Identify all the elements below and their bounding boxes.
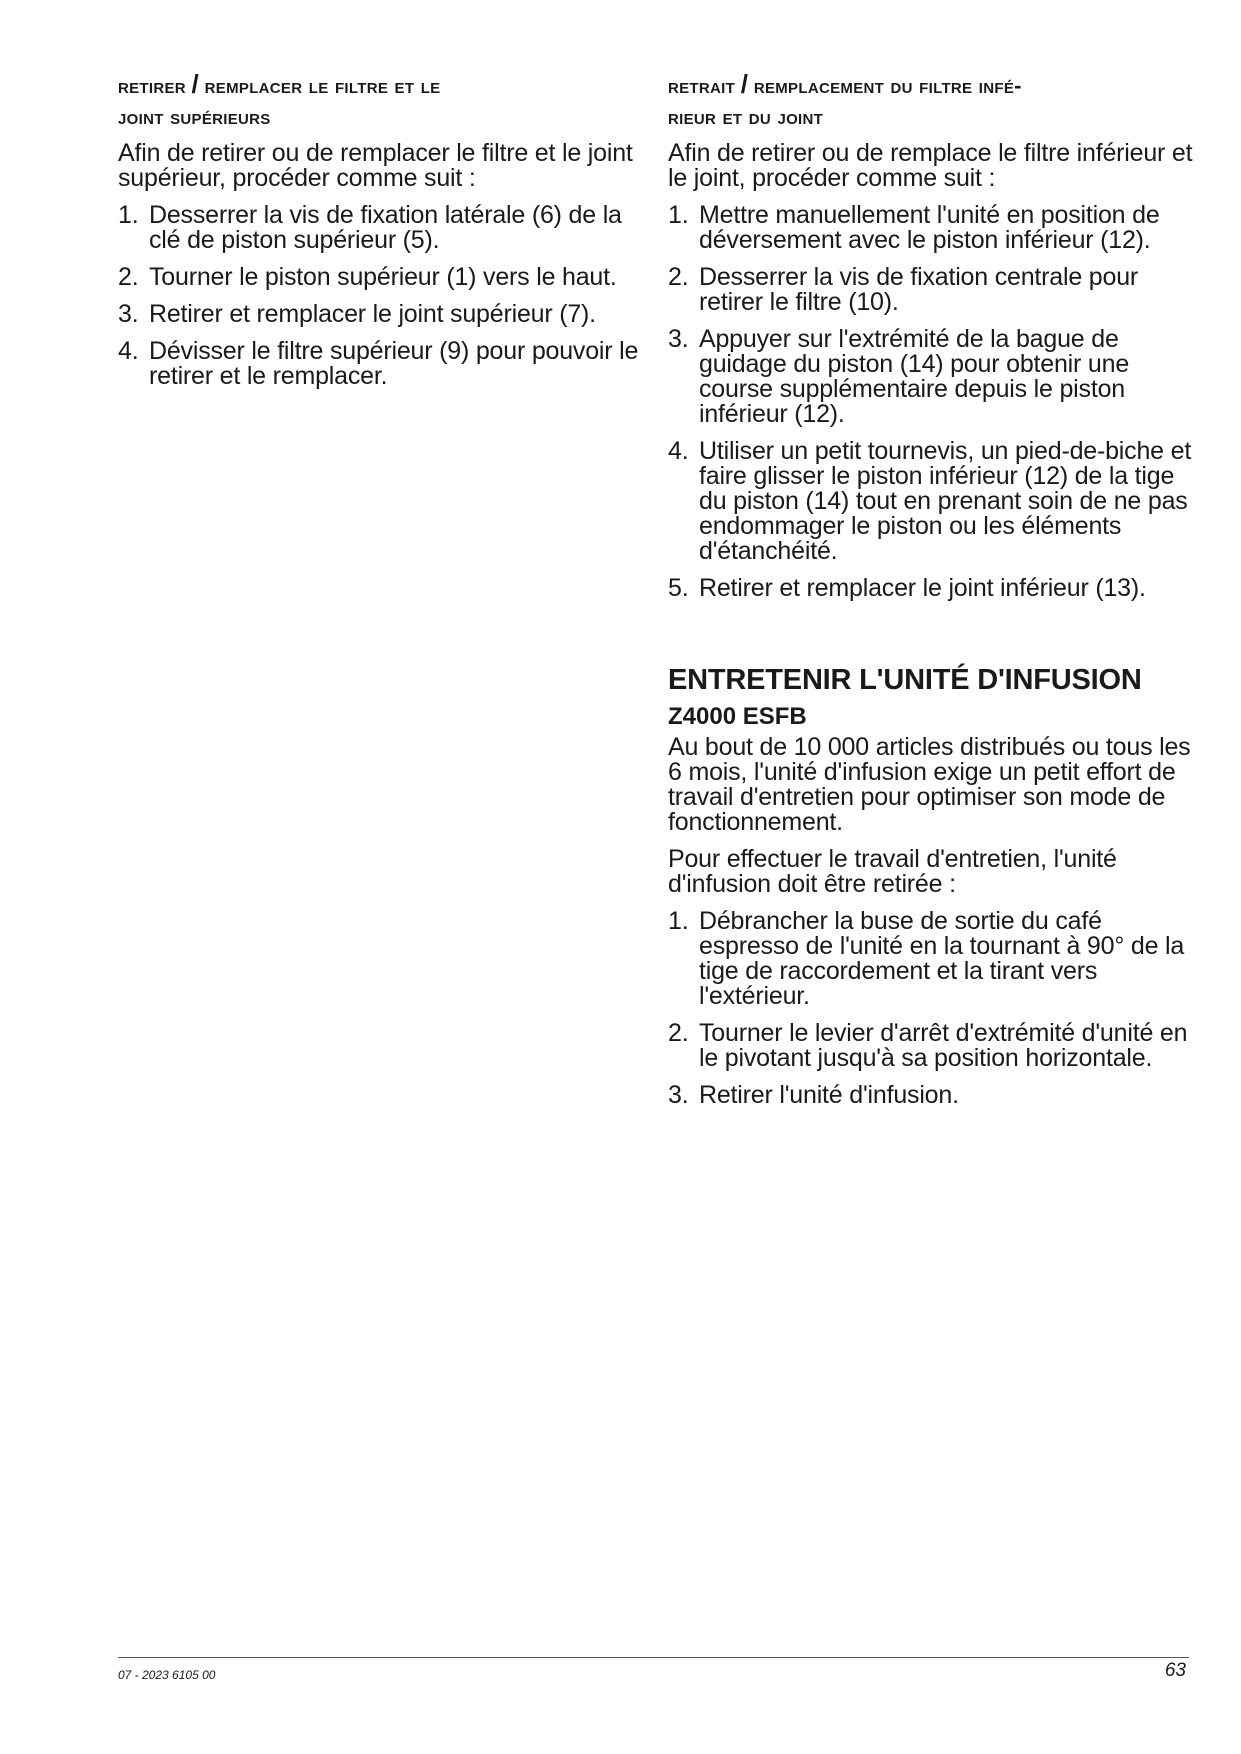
model-title: Z4000 ESFB: [668, 703, 807, 730]
right-intro: Afin de retirer ou de remplace le filtre inférieur et le joint, procéder comme suit :: [668, 139, 1193, 192]
step-text: Retirer et remplacer le joint inférieur (13).: [699, 574, 1146, 602]
left-heading-rest: remplacer le filtre et le: [204, 73, 441, 98]
list-item: [118, 339, 648, 389]
page-number: 63: [1164, 1660, 1186, 1681]
list-item: [668, 1021, 1198, 1071]
step-text: Dévisser le filtre supérieur (9) pour pouvoir le retirer et le remplacer.: [149, 337, 639, 390]
list-item: [668, 327, 1198, 427]
step-text: Utiliser un petit tournevis, un pied-de-biche et faire glisser le piston inférieur (12) de la tige du piston (14) tout en prenant soin de ne pas endommager le piston ou les éléments d'étanchéité.: [699, 437, 1192, 565]
footer-divider: [118, 1657, 1189, 1658]
list-item: [668, 203, 1198, 253]
step-number: 4.: [668, 437, 689, 465]
maintenance-paragraph: Au bout de 10 000 articles distribués ou tous les 6 mois, l'unité d'infusion exige un petit effort de travail d'entretien pour optimiser son mode de fonctionnement.: [668, 733, 1191, 836]
left-heading-word: retirer: [118, 73, 186, 98]
step-number: 2.: [118, 263, 139, 291]
removal-intro: Pour effectuer le travail d'entretien, l'unité d'infusion doit être retirée :: [668, 845, 1117, 898]
step-text: Desserrer la vis de fixation latérale (6) de la clé de piston supérieur (5).: [149, 201, 622, 254]
removal-steps-list: [668, 909, 1198, 1108]
right-heading-line2: rieur et du joint: [668, 104, 824, 129]
step-number: 1.: [668, 201, 689, 229]
step-number: 2.: [668, 1019, 689, 1047]
right-steps-list: [668, 203, 1198, 601]
left-heading-slash: /: [191, 69, 200, 99]
right-column: [668, 70, 1198, 1120]
step-number: 3.: [668, 325, 689, 353]
step-number: 5.: [668, 574, 689, 602]
list-item: [118, 265, 648, 290]
left-intro: Afin de retirer ou de remplacer le filtre et le joint supérieur, procéder comme suit :: [118, 139, 633, 192]
step-text: Appuyer sur l'extrémité de la bague de guidage du piston (14) pour obtenir une course supplémentaire depuis le piston inférieur (12).: [699, 325, 1130, 428]
list-item: [118, 203, 648, 253]
list-item: [668, 439, 1198, 564]
step-text: Mettre manuellement l'unité en position de déversement avec le piston inférieur (12).: [699, 201, 1160, 254]
step-text: Tourner le levier d'arrêt d'extrémité d'unité en le pivotant jusqu'à sa position horizontale.: [699, 1019, 1188, 1072]
right-heading-rest: remplacement du filtre infé-: [753, 73, 1022, 98]
left-heading-line2: joint supérieurs: [118, 104, 271, 129]
list-item: [668, 265, 1198, 315]
section-title: ENTRETENIR L'UNITÉ D'INFUSION: [668, 664, 1142, 696]
right-section-heading: [668, 70, 1198, 133]
step-text: Desserrer la vis de fixation centrale pour retirer le filtre (10).: [699, 263, 1139, 316]
list-item: [668, 1083, 1198, 1108]
left-column: [118, 70, 648, 401]
list-item: [668, 909, 1198, 1009]
left-steps-list: [118, 203, 648, 389]
right-heading-word: retrait: [668, 73, 736, 98]
left-section-heading: [118, 70, 648, 133]
step-number: 1.: [668, 907, 689, 935]
document-code: 07 - 2023 6105 00: [118, 1668, 216, 1682]
step-text: Retirer l'unité d'infusion.: [699, 1081, 959, 1109]
step-number: 3.: [668, 1081, 689, 1109]
step-text: Débrancher la buse de sortie du café espresso de l'unité en la tournant à 90° de la tige de raccordement et la tirant vers l'extérieur.: [699, 907, 1185, 1010]
step-number: 2.: [668, 263, 689, 291]
step-text: Retirer et remplacer le joint supérieur (7).: [149, 300, 596, 328]
right-heading-slash: /: [740, 69, 749, 99]
step-number: 3.: [118, 300, 139, 328]
list-item: [668, 576, 1198, 601]
step-text: Tourner le piston supérieur (1) vers le haut.: [149, 263, 617, 291]
step-number: 1.: [118, 201, 139, 229]
list-item: [118, 302, 648, 327]
step-number: 4.: [118, 337, 139, 365]
